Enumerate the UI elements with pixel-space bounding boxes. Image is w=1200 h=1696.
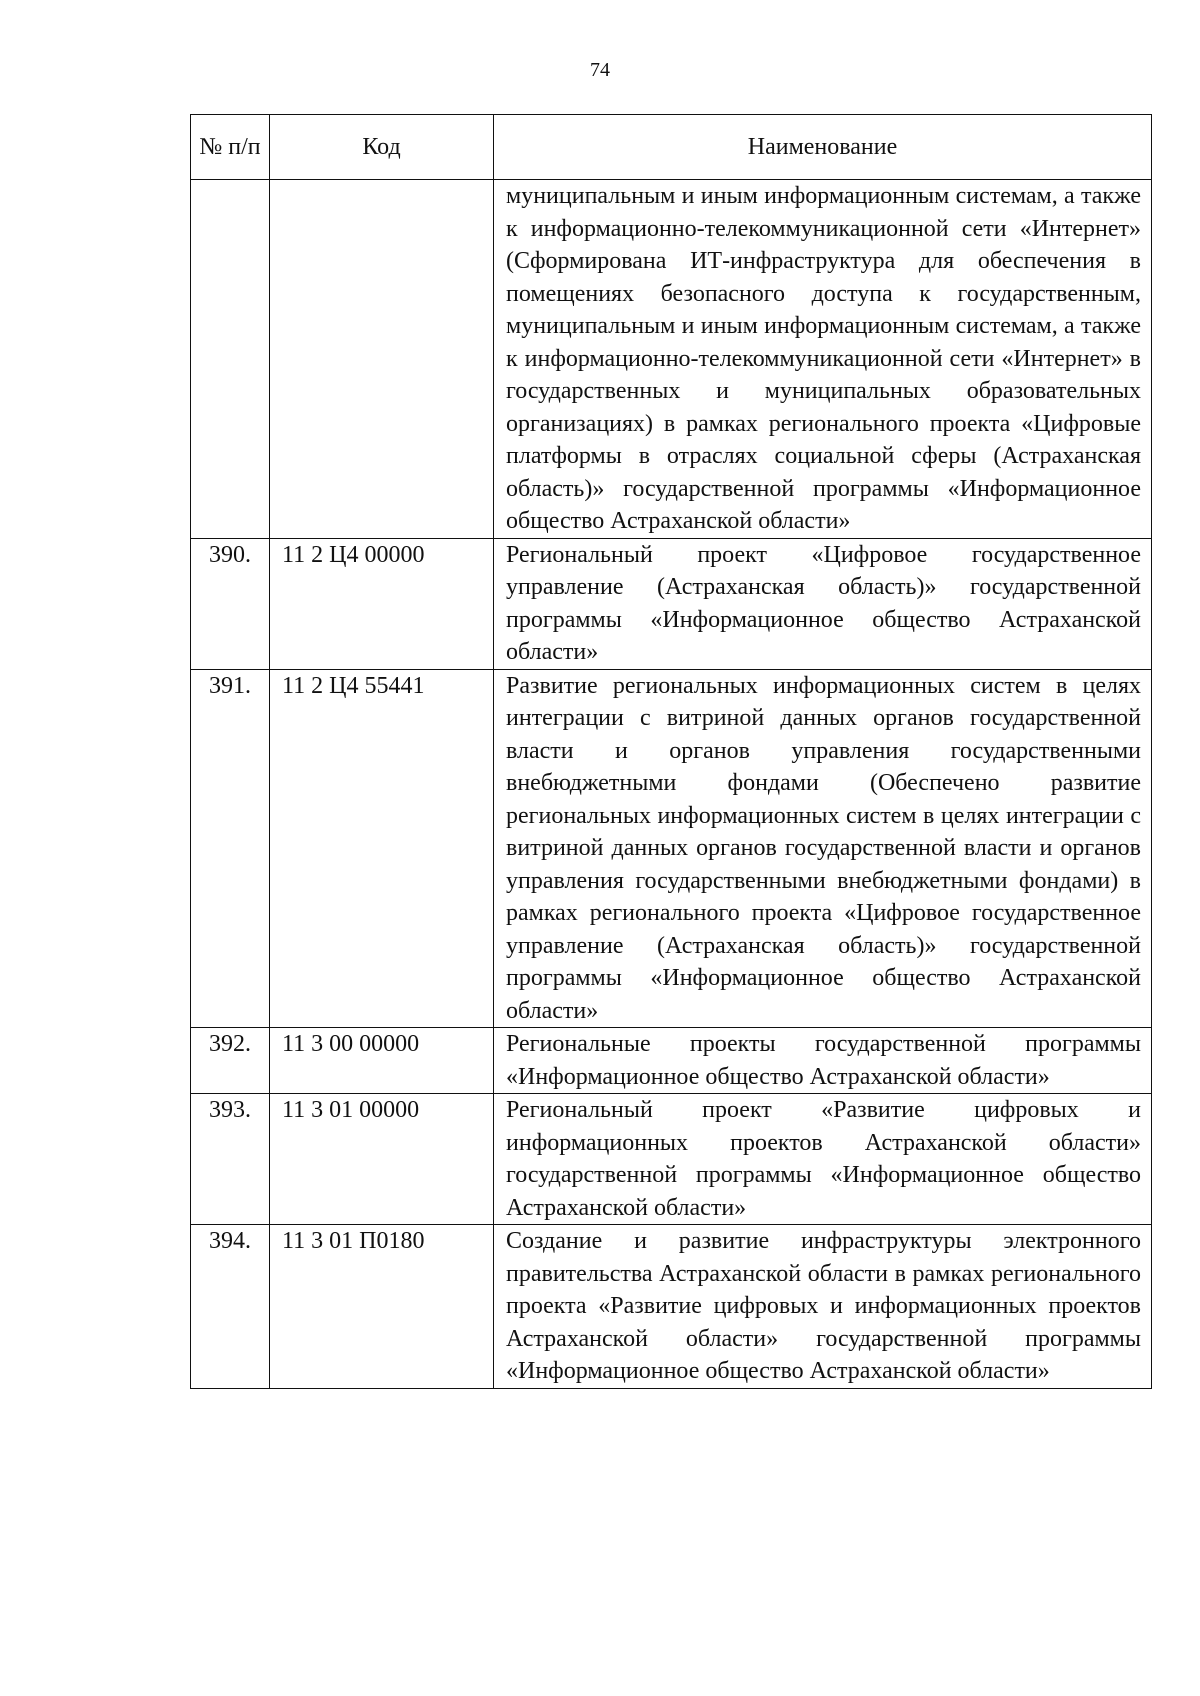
budget-classification-table [190,114,1152,1389]
row-code: 11 2 Ц4 00000 [270,538,494,669]
row-code: 11 3 01 П0180 [270,1225,494,1389]
table-header-row [191,115,1152,180]
header-name: Наименование [494,115,1152,180]
row-code: 11 3 01 00000 [270,1094,494,1225]
table-row [191,1094,1152,1225]
table-row [191,1028,1152,1094]
header-number: № п/п [191,115,270,180]
row-number: 392. [191,1028,270,1094]
header-code: Код [270,115,494,180]
row-name: Создание и развитие инфраструктуры электронного правительства Астраханской области в рамках регионального проекта «Развитие цифровых и информационных проектов Астраханской области» государственной программы «Информационное общество Астраханской области» [494,1225,1152,1389]
row-number [191,180,270,539]
table-header [191,115,1152,180]
table-row [191,180,1152,539]
row-name: Региональный проект «Цифровое государственное управление (Астраханская область)» государственной программы «Информационное общество Астраханской области» [494,538,1152,669]
row-code: 11 2 Ц4 55441 [270,669,494,1028]
row-code [270,180,494,539]
row-code: 11 3 00 00000 [270,1028,494,1094]
row-number: 390. [191,538,270,669]
row-number: 394. [191,1225,270,1389]
table-row [191,1225,1152,1389]
table-body [191,180,1152,1389]
table-row [191,669,1152,1028]
row-name: муниципальным и иным информационным системам, а также к информационно-телекоммуникационной сети «Интернет» (Сформирована ИТ-инфраструктура для обеспечения в помещениях безопасного доступа к государственным, муниципальным и иным информационным системам, а также к информационно-телекоммуникационной сети «Интернет» в государственных и муниципальных образовательных организациях) в рамках регионального проекта «Цифровые платформы в отраслях социальной сферы (Астраханская область)» государственной программы «Информационное общество Астраханской области» [494,180,1152,539]
row-name: Развитие региональных информационных систем в целях интеграции с витриной данных органов государственной власти и органов управления государственными внебюджетными фондами (Обеспечено развитие региональных информационных систем в целях интеграции с витриной данных органов государственной власти и органов управления государственными внебюджетными фондами) в рамках регионального проекта «Цифровое государственное управление (Астраханская область)» государственной программы «Информационное общество Астраханской области» [494,669,1152,1028]
row-name: Региональный проект «Развитие цифровых и информационных проектов Астраханской области» государственной программы «Информационное общество Астраханской области» [494,1094,1152,1225]
row-number: 393. [191,1094,270,1225]
page-number: 74 [590,59,610,81]
row-number: 391. [191,669,270,1028]
table-row [191,538,1152,669]
row-name: Региональные проекты государственной программы «Информационное общество Астраханской области» [494,1028,1152,1094]
